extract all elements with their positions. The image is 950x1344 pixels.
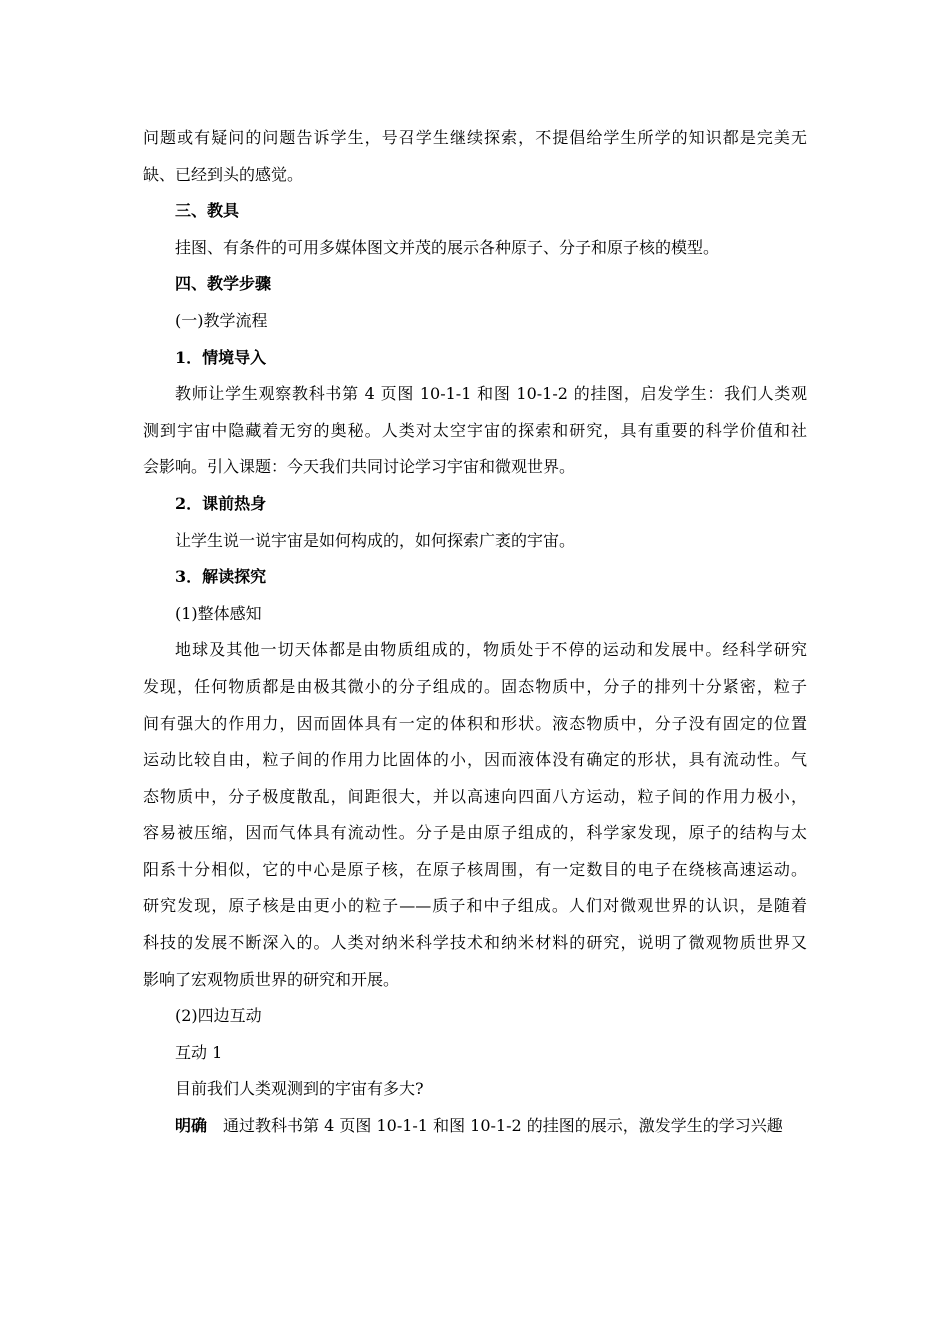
paragraph-line: 研究发现，原子核是由更小的粒子——质子和中子组成。人们对微观世界的认识，是随着 bbox=[143, 896, 807, 916]
paragraph-scenario-intro bbox=[143, 376, 807, 486]
heading-interpretation: 3．解读探究 bbox=[175, 567, 267, 587]
section-heading-teaching-steps: 四、教学步骤 bbox=[175, 274, 272, 294]
paragraph-line: 地球及其他一切天体都是由物质组成的，物质处于不停的运动和发展中。经科学研究 bbox=[175, 640, 807, 660]
answer-text: 通过教科书第 4 页图 10-1-1 和图 10-1-2 的挂图的展示，激发学生的学习兴趣 bbox=[223, 1116, 783, 1136]
paragraph-question bbox=[143, 1071, 807, 1108]
section-heading-teaching-aids: 三、教具 bbox=[175, 201, 240, 221]
paragraph-line: 会影响。引入课题：今天我们共同讨论学习宇宙和微观世界。 bbox=[143, 457, 576, 477]
subheading-teaching-flow: (一)教学流程 bbox=[175, 310, 268, 330]
paragraph-teaching-aids bbox=[143, 230, 807, 267]
paragraph-line: 测到宇宙中隐藏着无穷的奥秘。人类对太空宇宙的探索和研究，具有重要的科学价值和社 bbox=[143, 420, 807, 440]
paragraph-line: 科技的发展不断深入的。人类对纳米科学技术和纳米材料的研究，说明了微观物质世界又 bbox=[143, 933, 807, 953]
paragraph-overall-perception bbox=[143, 632, 807, 998]
document-body bbox=[143, 120, 807, 1145]
answer-label: 明确 bbox=[175, 1116, 208, 1136]
paragraph-line: 让学生说一说宇宙是如何构成的，如何探索广袤的宇宙。 bbox=[175, 530, 576, 550]
paragraph-line: 问题或有疑问的问题告诉学生，号召学生继续探索，不提倡给学生所学的知识都是完美无 bbox=[143, 128, 807, 147]
answer-clarification bbox=[143, 1108, 807, 1145]
paragraph-line: 阳系十分相似，它的中心是原子核，在原子核周围，有一定数目的电子在绕核高速运动。 bbox=[143, 859, 807, 879]
heading-scenario-intro: 1．情境导入 bbox=[175, 347, 267, 367]
paragraph-line: 教师让学生观察教科书第 4 页图 10-1-1 和图 10-1-2 的挂图，启发学生：我们人类观 bbox=[175, 384, 807, 404]
subheading-four-way-interaction: (2)四边互动 bbox=[175, 1006, 262, 1026]
paragraph-line: 发现，任何物质都是由极其微小的分子组成的。固态物质中，分子的排列十分紧密，粒子 bbox=[143, 676, 807, 696]
paragraph-warm-up bbox=[143, 523, 807, 560]
paragraph-line: 容易被压缩，因而气体具有流动性。分子是由原子组成的，科学家发现，原子的结构与太 bbox=[143, 823, 807, 843]
heading-warm-up: 2．课前热身 bbox=[175, 493, 267, 513]
paragraph-line: 运动比较自由，粒子间的作用力比固体的小，因而液体没有确定的形状，具有流动性。气 bbox=[143, 750, 807, 770]
paragraph-intro bbox=[143, 120, 807, 193]
paragraph-line: 态物质中，分子极度散乱，间距很大，并以高速向四面八方运动，粒子间的作用力极小， bbox=[143, 786, 807, 806]
paragraph-line: 影响了宏观物质世界的研究和开展。 bbox=[143, 969, 400, 989]
subheading-overall-perception: (1)整体感知 bbox=[175, 603, 262, 623]
paragraph-line: 间有强大的作用力，因而固体具有一定的体积和形状。液态物质中，分子没有固定的位置 bbox=[143, 713, 807, 733]
subheading-interaction-1: 互动 1 bbox=[175, 1042, 223, 1062]
paragraph-line: 挂图、有条件的可用多媒体图文并茂的展示各种原子、分子和原子核的模型。 bbox=[175, 237, 720, 257]
paragraph-line: 缺、已经到头的感觉。 bbox=[143, 164, 304, 184]
paragraph-line: 目前我们人类观测到的宇宙有多大? bbox=[175, 1079, 424, 1099]
